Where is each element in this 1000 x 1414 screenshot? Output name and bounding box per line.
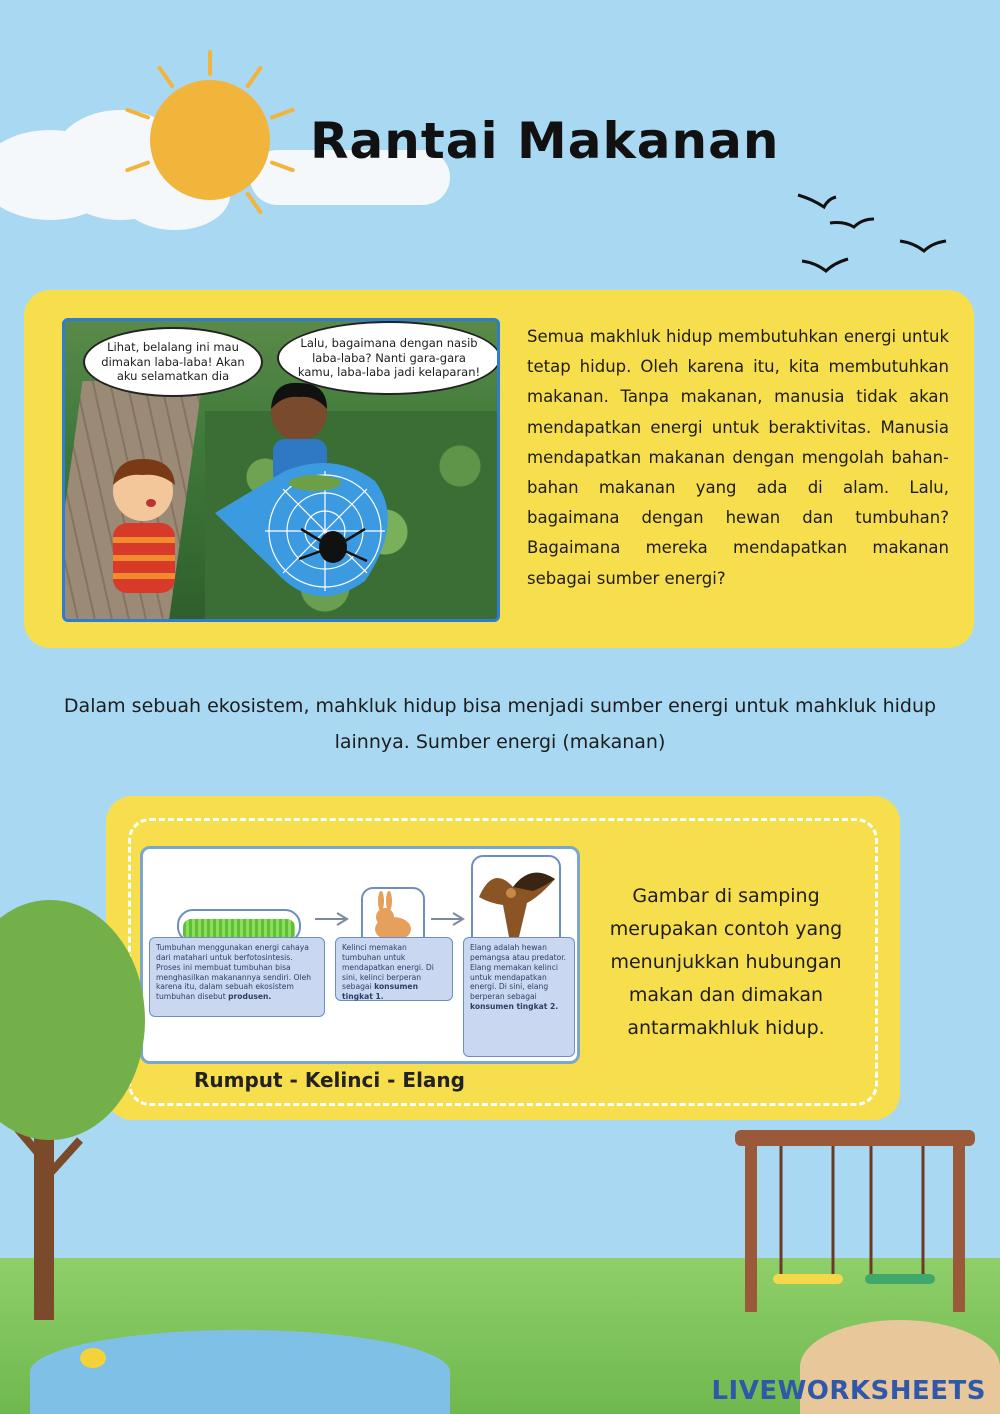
rabbit-note-text: Kelinci memakan tumbuhan untuk mendapatkan energi. Di sini, kelinci berperan sebagai — [342, 943, 434, 992]
food-chain-caption: Rumput - Kelinci - Elang — [194, 1068, 465, 1092]
grass-icon — [183, 919, 295, 937]
spider-icon — [319, 531, 347, 563]
speech-bubble-friend-text: Lalu, bagaimana dengan nasib laba-laba? Nanti gara-gara kamu, laba-laba jadi kelaparan! — [297, 336, 481, 380]
duck-icon — [80, 1348, 106, 1368]
eagle-note-bold: konsumen tingkat 2. — [470, 1002, 559, 1012]
sun-ray — [208, 50, 212, 76]
eagle-icon — [473, 857, 559, 947]
arrow-icon — [429, 911, 469, 927]
eagle-image — [471, 855, 561, 949]
eagle-note — [463, 937, 575, 1057]
swing-set-icon — [735, 1126, 975, 1316]
grass-note — [149, 937, 325, 1017]
grass-note-bold: produsen. — [228, 992, 272, 1002]
sun-ray — [245, 65, 263, 89]
pond — [30, 1330, 450, 1414]
ecosystem-text: Dalam sebuah ekosistem, mahkluk hidup bisa menjadi sumber energi untuk mahkluk hidup lainnya. Sumber energi (makanan) — [63, 695, 937, 753]
eagle-note-text: Elang adalah hewan pemangsa atau predator. Elang memakan kelinci untuk mendapatkan energi. Di sini, elang berperan sebagai — [470, 943, 567, 1002]
grass-note-text: Tumbuhan menggunakan energi cahaya dari matahari untuk berfotosintesis. Proses ini membuat tumbuhan bisa menghasilkan makanannya sendiri. Oleh karena itu, dalam sebuah ekosistem tumbuhan disebut — [156, 943, 312, 1002]
intro-paragraph: Semua makhluk hidup membutuhkan energi untuk tetap hidup. Oleh karena itu, kita membutuhkan makanan. Tanpa makanan, manusia tidak akan mendapatkan energi untuk beraktivitas. Manusia mendapatkan makanan dengan mengolah bahan-bahan makanan yang ada di alam. Lalu, bagaimana dengan hewan dan tumbuhan? Bagaimana mereka mendapatkan makanan sebagai sumber energi? — [527, 327, 949, 588]
tree-icon — [0, 900, 160, 1320]
liveworksheets-logo: LIVEWORKSHEETS — [711, 1376, 986, 1406]
sun-ray — [269, 107, 295, 120]
grasshopper-icon — [289, 475, 341, 491]
speech-bubble-boy-text: Lihat, belalang ini mau dimakan laba-laba! Akan aku selamatkan dia — [101, 340, 245, 384]
birds-icon — [790, 185, 960, 285]
boy-icon — [95, 451, 215, 621]
spider-web-icon — [215, 441, 405, 611]
sun-icon — [150, 80, 270, 200]
rabbit-note — [335, 937, 453, 1001]
rabbit-note-bold: konsumen tingkat 1. — [342, 982, 418, 1002]
explanation-text: Gambar di samping merupakan contoh yang menunjukkan hubungan makan dan dimakan antarmakhluk hidup. — [609, 885, 843, 1039]
speech-bubble-boy — [83, 327, 263, 397]
sun-ray — [157, 65, 175, 89]
food-chain-diagram — [140, 846, 580, 1064]
page-title: Rantai Makanan — [310, 112, 780, 170]
arrow-icon — [313, 911, 353, 927]
comic-illustration — [62, 318, 500, 622]
